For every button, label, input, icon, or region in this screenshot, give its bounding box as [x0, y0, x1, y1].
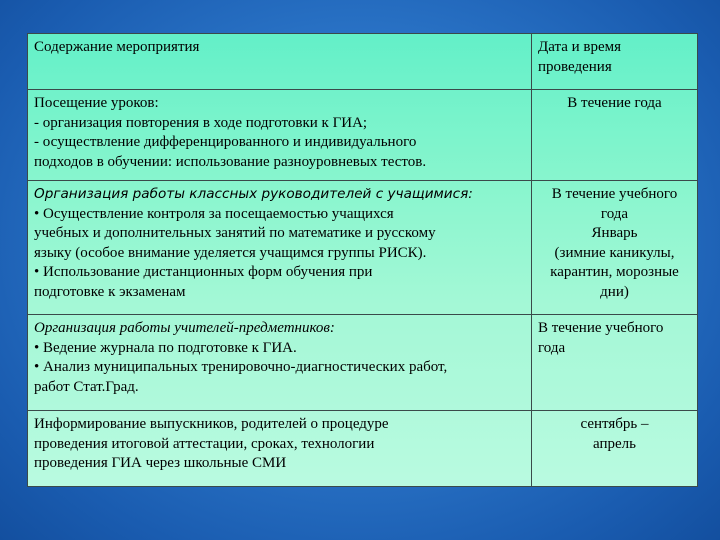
content-cell	[28, 315, 532, 411]
date-text-line: В течение учебного	[551, 186, 678, 202]
table-row	[28, 411, 698, 487]
event-plan-table	[27, 33, 698, 487]
content-cell	[28, 90, 532, 181]
row-text-line: работ Стат.Град.	[34, 378, 139, 395]
header-content-cell	[28, 34, 532, 90]
date-text-line: дни)	[600, 283, 629, 300]
date-cell	[532, 315, 698, 411]
date-text-line: В течение учебного	[538, 320, 664, 336]
header-date-label: проведения	[538, 58, 612, 75]
date-text-line: сентябрь –	[580, 416, 649, 432]
row-text-line: подходов в обучении: использование разноуровневых тестов.	[34, 153, 427, 170]
row-text-line: • Анализ муниципальных тренировочно-диагностических работ,	[34, 359, 448, 375]
date-text-line: года	[600, 205, 629, 222]
row-heading: Посещение уроков:	[34, 95, 159, 111]
row-text-line: языку (особое внимание уделяется учащимся группы РИСК).	[34, 244, 427, 261]
row-text-line: • Осуществление контроля за посещаемостью учащихся	[34, 205, 394, 222]
table-row	[28, 181, 698, 315]
table-row	[28, 90, 698, 181]
header-date-label: Дата и время	[538, 39, 622, 55]
date-text-line: карантин, морозные	[550, 264, 679, 280]
date-text-line: Январь	[591, 225, 638, 241]
table-row	[28, 315, 698, 411]
row-text-line: Информирование выпускников, родителей о процедуре	[34, 416, 389, 432]
row-text-line: подготовке к экзаменам	[34, 283, 186, 300]
content-cell	[28, 411, 532, 487]
date-text-line: апрель	[593, 435, 636, 452]
header-content-label: Содержание мероприятия	[34, 39, 200, 55]
row-text-line: • Использование дистанционных форм обучения при	[34, 264, 373, 280]
date-cell	[532, 411, 698, 487]
row-text-line: - осуществление дифференцированного и индивидуального	[34, 134, 417, 150]
row-text-line: проведения итоговой аттестации, сроках, технологии	[34, 435, 375, 452]
row-text-line: проведения ГИА через школьные СМИ	[34, 455, 287, 471]
row-text-line: • Ведение журнала по подготовке к ГИА.	[34, 339, 297, 356]
row-heading: Организация работы классных руководителей с учащимися:	[34, 186, 473, 202]
row-text-line: учебных и дополнительных занятий по математике и русскому	[34, 225, 436, 241]
table-header-row	[28, 34, 698, 90]
date-cell	[532, 181, 698, 315]
content-cell	[28, 181, 532, 315]
date-text-line: (зимние каникулы,	[554, 244, 675, 261]
date-text-line: В течение года	[567, 95, 662, 111]
date-cell	[532, 90, 698, 181]
header-date-cell	[532, 34, 698, 90]
date-text-line: года	[538, 339, 566, 356]
row-text-line: - организация повторения в ходе подготовки к ГИА;	[34, 114, 368, 131]
row-heading: Организация работы учителей-предметников:	[34, 320, 335, 336]
